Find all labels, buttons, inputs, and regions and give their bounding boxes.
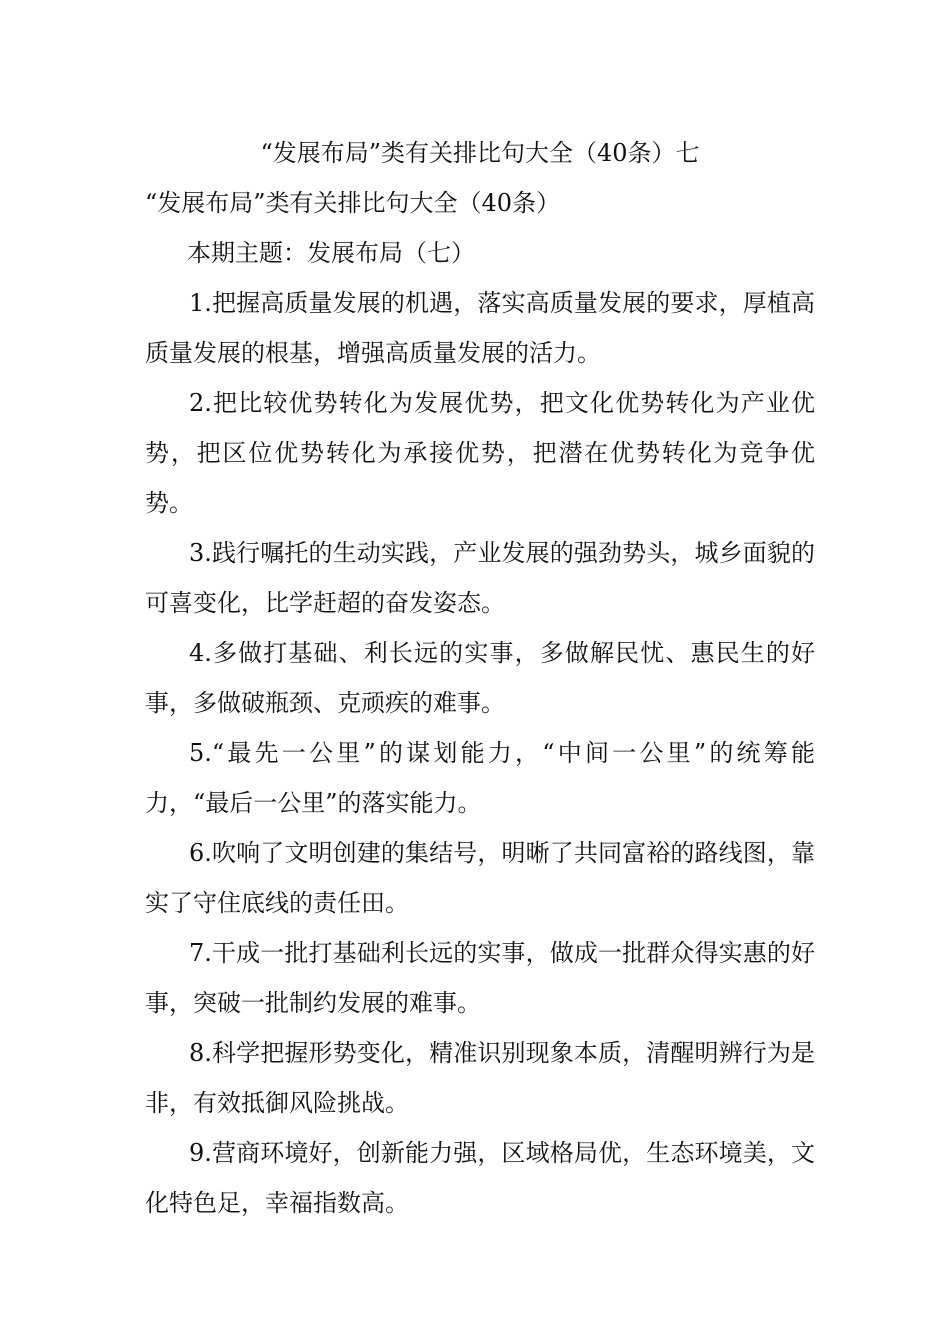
sentence-list — [145, 278, 815, 1228]
theme-line: 本期主题：发展布局（七） — [187, 239, 475, 267]
list-item: 8.科学把握形势变化，精准识别现象本质，清醒明辨行为是非，有效抵御风险挑战。 — [145, 1039, 815, 1117]
list-item: 9.营商环境好，创新能力强，区域格局优，生态环境美，文化特色足，幸福指数高。 — [145, 1139, 815, 1217]
document-subtitle: “发展布局”类有关排比句大全（40条） — [145, 189, 561, 217]
list-item: 3.践行嘱托的生动实践，产业发展的强劲势头，城乡面貌的可喜变化，比学赶超的奋发姿态。 — [145, 539, 815, 617]
list-item: 7.干成一批打基础利长远的实事，做成一批群众得实惠的好事，突破一批制约发展的难事。 — [145, 939, 815, 1017]
document-title: “发展布局”类有关排比句大全（40条）七 — [260, 139, 700, 167]
list-item: 2.把比较优势转化为发展优势，把文化优势转化为产业优势，把区位优势转化为承接优势，把潜在优势转化为竞争优势。 — [145, 389, 815, 517]
list-item: 5.“最先一公里”的谋划能力，“中间一公里”的统筹能力，“最后一公里”的落实能力。 — [145, 739, 815, 817]
list-item: 1.把握高质量发展的机遇，落实高质量发展的要求，厚植高质量发展的根基，增强高质量发展的活力。 — [145, 289, 815, 367]
list-item: 4.多做打基础、利长远的实事，多做解民忧、惠民生的好事，多做破瓶颈、克顽疾的难事。 — [145, 639, 815, 717]
list-item: 6.吹响了文明创建的集结号，明晰了共同富裕的路线图，靠实了守住底线的责任田。 — [145, 839, 815, 917]
